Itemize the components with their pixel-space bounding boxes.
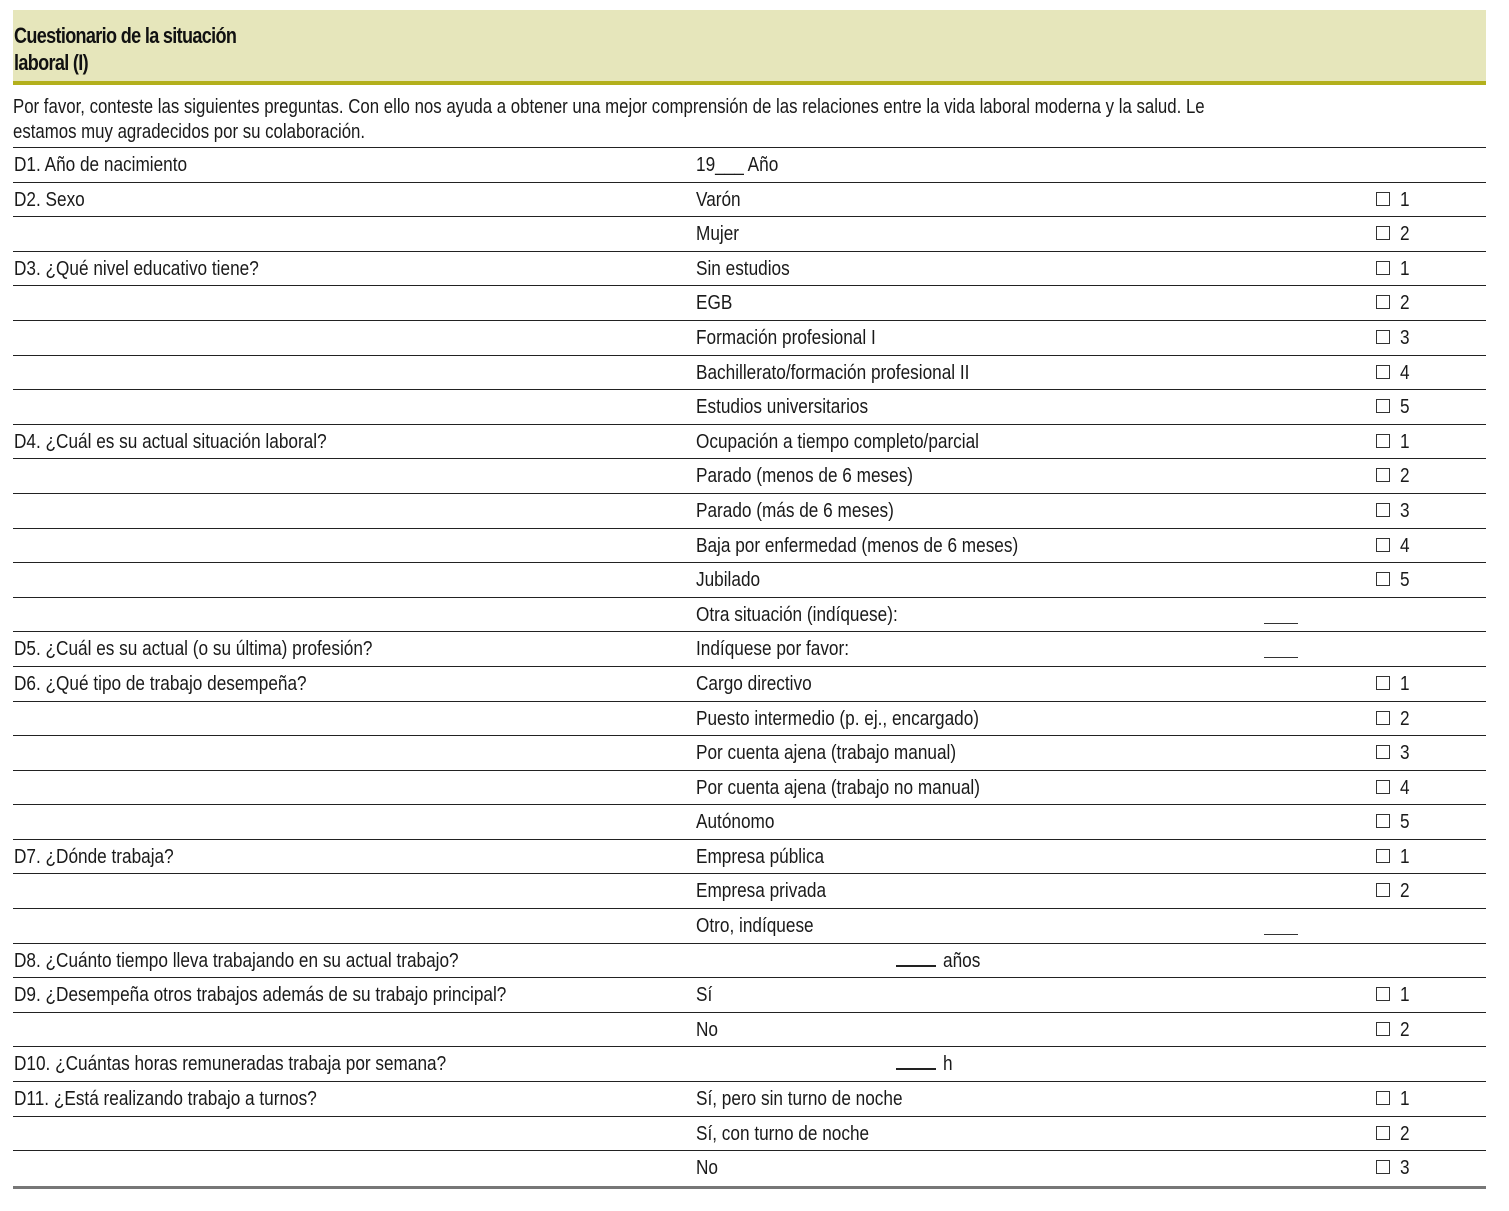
page-title-line-1: Cuestionario de la situación xyxy=(14,23,237,48)
answer-option-label: Sí xyxy=(696,984,713,1007)
answer-code: 5 xyxy=(1400,811,1410,834)
table-row xyxy=(13,356,1486,391)
table-row xyxy=(13,702,1486,737)
answer-code: 1 xyxy=(1400,672,1410,695)
answer-option-label: Formación profesional I xyxy=(696,326,876,349)
answer-code: 2 xyxy=(1400,1018,1410,1041)
answer-checkbox[interactable] xyxy=(1376,1091,1390,1105)
table-row xyxy=(13,1151,1486,1186)
answer-checkbox[interactable] xyxy=(1376,468,1390,482)
answer-blank-line[interactable] xyxy=(896,965,936,967)
answer-code: 2 xyxy=(1400,880,1410,903)
table-row xyxy=(13,321,1486,356)
answer-option-label: Empresa pública xyxy=(696,845,825,868)
intro-line-1: Por favor, conteste las siguientes preguntas. Con ello nos ayuda a obtener una mejor comprensión de las relaciones entre la vida laboral moderna y la salud. Le xyxy=(13,96,1205,118)
table-row xyxy=(13,1117,1486,1152)
answer-option-label: Cargo directivo xyxy=(696,672,812,695)
answer-code: 1 xyxy=(1400,430,1410,453)
answer-option-label: Jubilado xyxy=(696,569,761,592)
answer-code: 2 xyxy=(1400,223,1410,246)
answer-checkbox[interactable] xyxy=(1376,1160,1390,1174)
answer-code: 2 xyxy=(1400,707,1410,730)
unit-label: años xyxy=(943,949,981,972)
answer-code: 1 xyxy=(1400,257,1410,280)
answer-option-label: EGB xyxy=(696,292,733,315)
answer-checkbox[interactable] xyxy=(1376,987,1390,1001)
answer-option-label: Baja por enfermedad (menos de 6 meses) xyxy=(696,534,1019,557)
table-row xyxy=(13,736,1486,771)
answer-checkbox[interactable] xyxy=(1376,745,1390,759)
answer-checkbox[interactable] xyxy=(1376,261,1390,275)
answer-blank-line[interactable] xyxy=(1264,657,1298,658)
question-label: D1. Año de nacimiento xyxy=(14,154,188,176)
answer-option-label: Por cuenta ajena (trabajo no manual) xyxy=(696,776,980,799)
answer-code: 1 xyxy=(1400,1088,1410,1111)
answer-checkbox[interactable] xyxy=(1376,1126,1390,1140)
table-row xyxy=(13,1047,1486,1082)
answer-checkbox[interactable] xyxy=(1376,295,1390,309)
answer-code: 5 xyxy=(1400,569,1410,592)
answer-code: 2 xyxy=(1400,1122,1410,1145)
table-row xyxy=(13,632,1486,667)
answer-option-label: Estudios universitarios xyxy=(696,396,869,419)
question-label: D2. Sexo xyxy=(14,188,85,211)
answer-option-label: No xyxy=(696,1157,718,1180)
question-label: D5. ¿Cuál es su actual (o su última) profesión? xyxy=(14,638,373,661)
answer-checkbox[interactable] xyxy=(1376,330,1390,344)
table-row xyxy=(13,598,1486,633)
answer-code: 1 xyxy=(1400,845,1410,868)
table-row xyxy=(13,563,1486,598)
questions-table xyxy=(13,147,1486,1189)
question-label: D8. ¿Cuánto tiempo lleva trabajando en su actual trabajo? xyxy=(14,949,459,972)
table-row xyxy=(13,1082,1486,1117)
answer-checkbox[interactable] xyxy=(1376,503,1390,517)
table-row xyxy=(13,459,1486,494)
table-row xyxy=(13,909,1486,944)
answer-option-label: Varón xyxy=(696,188,741,211)
table-row xyxy=(13,874,1486,909)
answer-option-label: Mujer xyxy=(696,223,740,246)
answer-option-label: Puesto intermedio (p. ej., encargado) xyxy=(696,707,980,730)
answer-option-label: Sin estudios xyxy=(696,257,790,280)
answer-checkbox[interactable] xyxy=(1376,849,1390,863)
table-row xyxy=(13,425,1486,460)
answer-checkbox[interactable] xyxy=(1376,814,1390,828)
answer-checkbox[interactable] xyxy=(1376,883,1390,897)
question-label: D10. ¿Cuántas horas remuneradas trabaja por semana? xyxy=(14,1053,447,1076)
answer-option-label: Sí, con turno de noche xyxy=(696,1122,870,1145)
table-row xyxy=(13,529,1486,564)
table-row xyxy=(13,667,1486,702)
table-row xyxy=(13,183,1486,218)
table-row xyxy=(13,944,1486,979)
answer-code: 3 xyxy=(1400,499,1410,522)
answer-option-label: Indíquese por favor: xyxy=(696,638,849,661)
page-title-line-2: laboral (I) xyxy=(14,50,88,75)
answer-checkbox[interactable] xyxy=(1376,538,1390,552)
answer-option-label: 19___ Año xyxy=(696,154,779,176)
answer-blank-line[interactable] xyxy=(1264,623,1298,624)
table-row xyxy=(13,978,1486,1013)
answer-option-label: Sí, pero sin turno de noche xyxy=(696,1088,903,1111)
answer-option-label: Por cuenta ajena (trabajo manual) xyxy=(696,742,957,765)
answer-blank-line[interactable] xyxy=(896,1068,936,1070)
answer-checkbox[interactable] xyxy=(1376,434,1390,448)
questionnaire-sheet xyxy=(13,10,1486,1189)
answer-checkbox[interactable] xyxy=(1376,365,1390,379)
question-label: D6. ¿Qué tipo de trabajo desempeña? xyxy=(14,672,307,695)
table-row xyxy=(13,805,1486,840)
title-bar xyxy=(13,10,1486,85)
answer-blank-line[interactable] xyxy=(1264,934,1298,935)
answer-checkbox[interactable] xyxy=(1376,676,1390,690)
answer-checkbox[interactable] xyxy=(1376,1022,1390,1036)
answer-checkbox[interactable] xyxy=(1376,780,1390,794)
intro-line-2: estamos muy agradecidos por su colaboración. xyxy=(13,121,366,143)
answer-option-label: Parado (menos de 6 meses) xyxy=(696,465,914,488)
answer-code: 4 xyxy=(1400,361,1410,384)
table-row xyxy=(13,771,1486,806)
answer-checkbox[interactable] xyxy=(1376,192,1390,206)
question-label: D11. ¿Está realizando trabajo a turnos? xyxy=(14,1088,317,1111)
table-row xyxy=(13,286,1486,321)
question-label: D9. ¿Desempeña otros trabajos además de su trabajo principal? xyxy=(14,984,507,1007)
answer-option-label: Parado (más de 6 meses) xyxy=(696,499,894,522)
question-label: D4. ¿Cuál es su actual situación laboral? xyxy=(14,430,327,453)
unit-label: h xyxy=(943,1053,953,1076)
table-row xyxy=(13,148,1486,183)
table-row xyxy=(13,217,1486,252)
answer-code: 1 xyxy=(1400,984,1410,1007)
answer-code: 3 xyxy=(1400,742,1410,765)
answer-option-label: Otro, indíquese xyxy=(696,915,814,938)
answer-checkbox[interactable] xyxy=(1376,226,1390,240)
table-row xyxy=(13,252,1486,287)
answer-code: 1 xyxy=(1400,188,1410,211)
answer-code: 5 xyxy=(1400,396,1410,419)
table-row xyxy=(13,494,1486,529)
table-row xyxy=(13,840,1486,875)
answer-option-label: Empresa privada xyxy=(696,880,827,903)
intro-text xyxy=(13,95,1483,147)
answer-option-label: Bachillerato/formación profesional II xyxy=(696,361,970,384)
question-label: D3. ¿Qué nivel educativo tiene? xyxy=(14,257,259,280)
answer-option-label: Autónomo xyxy=(696,811,775,834)
answer-code: 4 xyxy=(1400,776,1410,799)
table-row xyxy=(13,390,1486,425)
answer-option-label: Ocupación a tiempo completo/parcial xyxy=(696,430,979,453)
answer-code: 4 xyxy=(1400,534,1410,557)
answer-checkbox[interactable] xyxy=(1376,399,1390,413)
answer-option-label: No xyxy=(696,1018,718,1041)
answer-code: 3 xyxy=(1400,326,1410,349)
answer-checkbox[interactable] xyxy=(1376,711,1390,725)
answer-code: 2 xyxy=(1400,292,1410,315)
table-row xyxy=(13,1013,1486,1048)
answer-code: 2 xyxy=(1400,465,1410,488)
question-label: D7. ¿Dónde trabaja? xyxy=(14,845,174,868)
answer-checkbox[interactable] xyxy=(1376,572,1390,586)
answer-code: 3 xyxy=(1400,1157,1410,1180)
answer-option-label: Otra situación (indíquese): xyxy=(696,603,898,626)
